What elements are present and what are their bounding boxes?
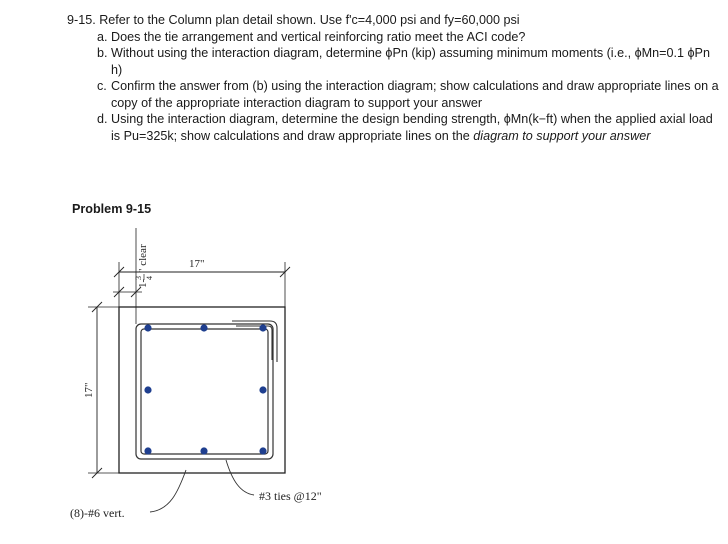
rebar [259,386,266,393]
question-text-normal: Using the interaction diagram, determine the design bending strength, ϕMn(k−ft) when the applied axial load is Pu=325k; show calculations and draw appropriate lines on the [111,112,713,143]
rebar [259,447,266,454]
leader-ties [226,460,254,495]
clear-whole: 1- [137,278,149,288]
tie-inner [141,329,268,454]
leader-vert [150,470,186,512]
rebar [144,324,151,331]
question-text: Without using the interaction diagram, determine ϕPn (kip) assuming minimum moments (i.e., ϕMn=0.1 ϕPn h) [111,46,710,77]
rebar [259,324,266,331]
question-text: Does the tie arrangement and vertical reinforcing ratio meet the ACI code? [111,29,526,44]
callout-vert: (8)-#6 vert. [70,506,125,520]
question-letter: a. [97,29,108,44]
tie-hook [232,321,277,362]
figure-label: Problem 9-15 [72,202,152,216]
tie-hook [236,326,272,360]
clear-suffix: " clear [137,244,149,273]
rebar [144,447,151,454]
question-letter: b. [97,46,108,60]
question-text: Confirm the answer from (b) using the interaction diagram; show calculations and draw appropriate lines on a copy of the appropriate interaction diagram to support your answer [111,79,719,110]
rebar [200,324,207,331]
problem-heading: 9-15. Refer to the Column plan detail shown. Use f'c=4,000 psi and fy=60,000 psi [67,13,520,27]
rebar [144,386,151,393]
clear-num: 3 [134,276,143,280]
question-letter: d. [97,112,108,126]
callout-ties: #3 ties @12" [259,489,322,503]
question-letter: c. [97,79,107,93]
clear-cover-label [134,244,154,288]
rebar [200,447,207,454]
tie-outer [136,324,273,459]
dim-top-label: 17" [189,258,205,270]
dim-left-label: 17" [83,382,95,398]
clear-den: 4 [145,276,154,280]
question-text-italic: diagram to support your answer [473,128,651,143]
